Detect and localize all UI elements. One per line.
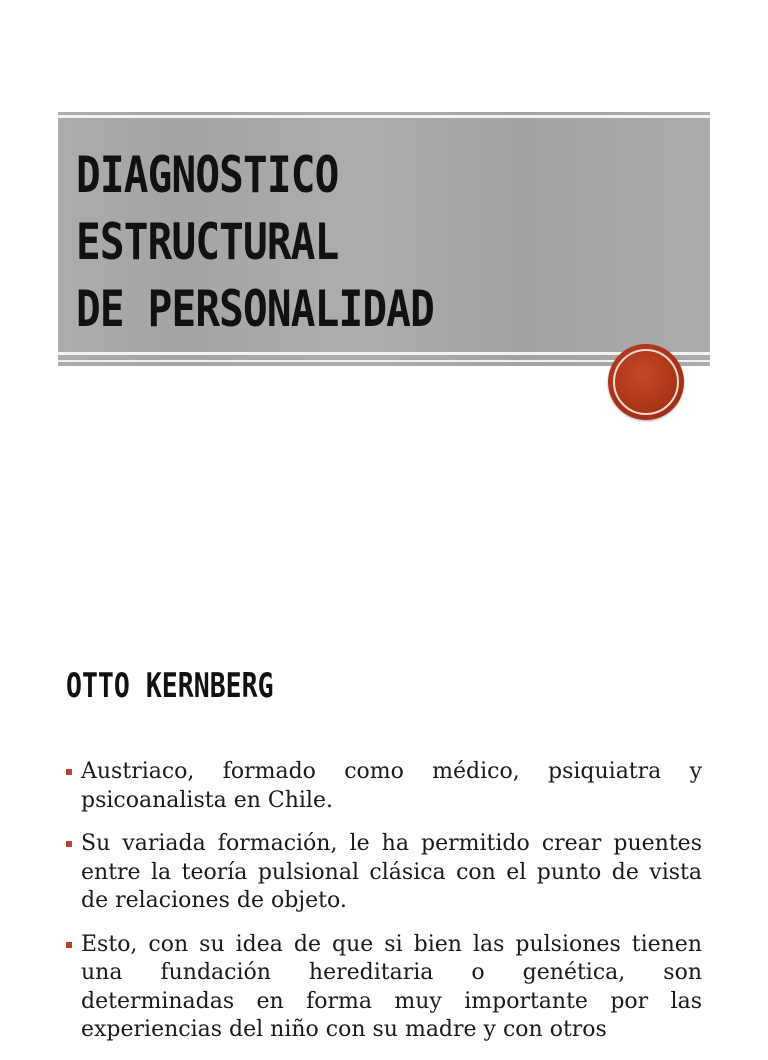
slide-title-line-2: ESTRUCTURAL bbox=[76, 213, 339, 271]
bullet-item bbox=[62, 931, 702, 1045]
square-bullet-icon bbox=[66, 841, 72, 847]
bullet-item bbox=[62, 758, 702, 815]
bullet-text: Esto, con su idea de que si bien las pulsiones tienen una fundación hereditaria o genética, son determinadas en forma muy importante por las experiencias del niño con su madre y con otros bbox=[81, 931, 702, 1042]
bullet-item bbox=[62, 830, 702, 916]
section-heading: OTTO KERNBERG bbox=[66, 666, 274, 706]
slide-title-line-3: DE PERSONALIDAD bbox=[76, 280, 434, 338]
square-bullet-icon bbox=[66, 769, 72, 775]
slide-title bbox=[76, 142, 434, 343]
red-circle-badge-icon bbox=[608, 344, 684, 420]
slide-title-line-1: DIAGNOSTICO bbox=[76, 146, 339, 204]
bullet-text: Su variada formación, le ha permitido crear puentes entre la teoría pulsional clásica con el punto de vista de relaciones de objeto. bbox=[81, 831, 702, 913]
square-bullet-icon bbox=[66, 942, 72, 948]
title-band-bottom-rule bbox=[58, 352, 710, 355]
title-band-top-rule bbox=[58, 115, 710, 118]
bullet-text: Austriaco, formado como médico, psiquiatra y psicoanalista en Chile. bbox=[81, 759, 702, 813]
title-band-bottom-rule-thin bbox=[58, 360, 710, 362]
bullet-list bbox=[62, 758, 702, 1060]
title-band bbox=[58, 112, 710, 366]
